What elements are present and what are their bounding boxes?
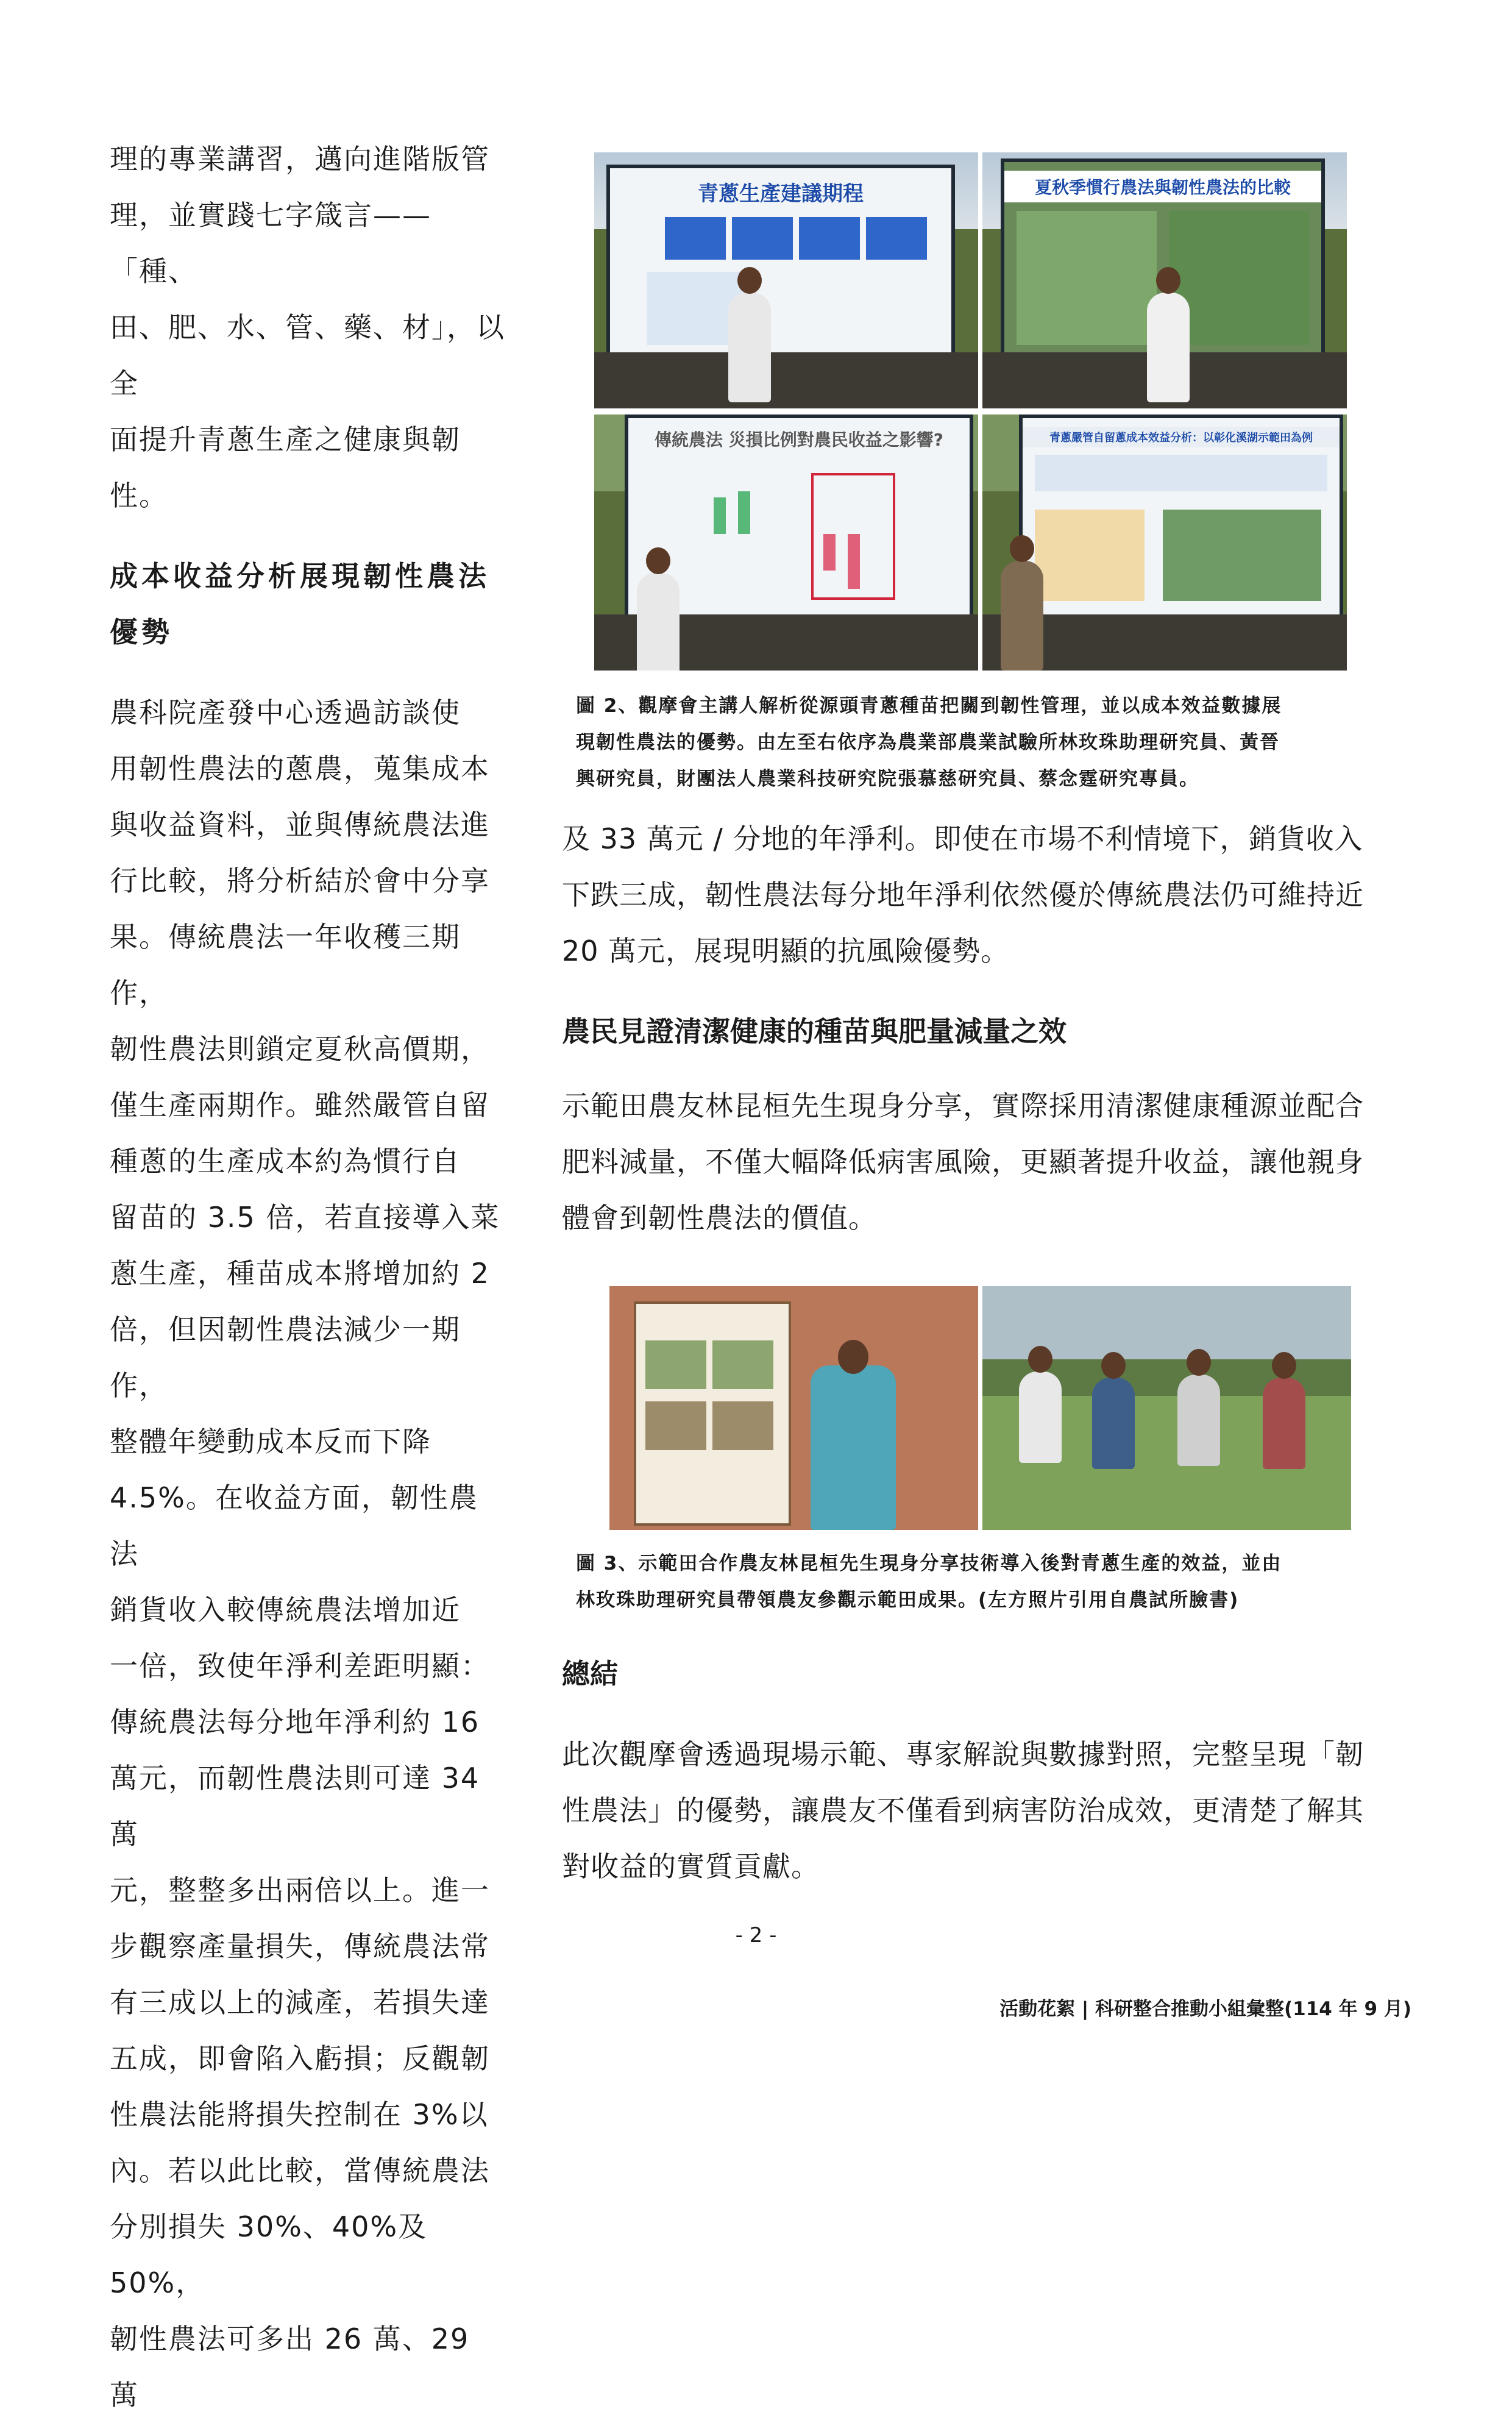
speaker-figure [637,573,680,671]
figure3-photo-left [609,1286,978,1530]
head [1272,1352,1296,1379]
text-line: 行比較，將分析結於會中分享 [110,864,490,897]
text-line: 田、肥、水、管、藥、材」，以全 [110,311,505,400]
field-photo [1169,211,1309,345]
stats-row [1035,455,1327,491]
head [737,267,762,294]
text-line: 此次觀摩會透過現場示範、專家解說與數據對照，完整呈現「韌 [562,1738,1364,1771]
screen-title: 傳統農法 災損比例對農民收益之影響? [655,430,943,450]
text-line: 理，並實踐七字箴言——「種、 [110,199,431,288]
presentation-screen [1019,415,1343,629]
text-line: 倍，但因韌性農法減少一期作， [110,1313,461,1402]
text-line: 韌性農法可多出 26 萬、29 萬 [110,2322,470,2411]
text-line: 肥料減量，不僅大幅降低病害風險，更顯著提升收益，讓他親身 [562,1145,1364,1178]
head [838,1340,868,1374]
figure2-photo-bottom-left [594,415,978,671]
head [1156,267,1180,294]
head [1010,535,1034,562]
poster-image [645,1340,706,1389]
footer-text: 活動花絮 | 科研整合推動小組彙整(114 年 9 月) [999,1998,1411,2020]
farmer-testimony-paragraph [562,1078,1409,1246]
caption-line: 現韌性農法的優勢。由左至右依序為農業部農業試驗所林玫珠助理研究員、黃晉 [576,731,1280,753]
screen-title: 青蔥嚴管自留蔥成本效益分析：以彰化溪湖示範田為例 [1023,427,1340,447]
poster-image [712,1340,773,1389]
head [1028,1346,1052,1373]
head [1101,1352,1126,1379]
section-heading-cost-benefit [110,548,506,660]
screen-title: 青蔥生產建議期程 [698,182,864,206]
speaker-figure [1147,293,1190,402]
text-line: 下跌三成，韌性農法每分地年淨利依然優於傳統農法仍可維持近 [562,878,1364,911]
poster-image [645,1401,706,1450]
continuation-paragraph [562,811,1409,979]
chart-bar [714,497,726,534]
presentation-screen [606,165,955,367]
visitor-figure [1177,1375,1220,1466]
figure3-caption [576,1545,1386,1618]
head [1187,1349,1211,1376]
text-line: 僅生產兩期作。雖然嚴管自留 [110,1089,490,1122]
text-line: 性農法能將損失控制在 3%以 [110,2098,489,2131]
cost-benefit-paragraph [110,685,506,2423]
text-line: 農科院產發中心透過訪談使 [110,696,461,729]
text-line: 傳統農法每分地年淨利約 16 [110,1706,480,1738]
text-line: 性農法」的優勢，讓農友不僅看到病害防治成效，更清楚了解其 [562,1794,1364,1827]
text-line: 4.5%。在收益方面，韌性農法 [110,1481,478,1570]
text-line: 示範田農友林昆桓先生現身分享，實際採用清潔健康種源並配合 [562,1089,1364,1122]
text-line: 一倍，致使年淨利差距明顯： [110,1649,490,1682]
head [646,547,670,574]
text-line: 與收益資料，並與傳統農法進 [110,808,490,841]
timeline-box [799,217,860,260]
text-line: 步觀察產量損失，傳統農法常 [110,1930,490,1963]
text-line: 銷貨收入較傳統農法增加近 [110,1593,461,1626]
text-line: 韌性農法則鎖定夏秋高價期， [110,1033,490,1066]
visitor-figure [1019,1372,1062,1463]
screen-title: 夏秋季慣行農法與韌性農法的比較 [1004,171,1321,202]
figure2-photo-top-left [594,152,978,408]
text-line: 用韌性農法的蔥農，蒐集成本 [110,752,490,785]
research-poster [634,1301,791,1526]
caption-line: 圖 2、觀摩會主講人解析從源頭青蔥種苗把關到韌性管理，並以成本效益數據展 [576,695,1282,717]
timeline-box [665,217,726,260]
visitor-figure [1263,1378,1305,1469]
figure2-photo-top-right [982,152,1347,408]
poster-image [712,1401,773,1450]
caption-line: 林玫珠助理研究員帶領農友參觀示範田成果。(左方照片引用自農試所臉書) [576,1589,1240,1611]
text-line: 體會到韌性農法的價值。 [562,1201,877,1234]
right-column [562,811,1409,1246]
text-line: 留苗的 3.5 倍，若直接導入菜 [110,1201,500,1234]
text-line: 對收益的實質貢獻。 [562,1850,820,1883]
text-line: 內。若以此比較，當傳統農法 [110,2154,490,2187]
text-line: 理的專業講習，邁向進階版管 [110,143,490,176]
left-column [110,131,506,2423]
diagram-thumbnail [1035,510,1145,601]
field-photo [1163,510,1321,601]
speaker-figure [728,293,771,402]
chart-bar [738,491,750,534]
text-line: 及 33 萬元 / 分地的年淨利。即使在市場不利情境下，銷貨收入 [562,822,1363,855]
figure2-photo-bottom-right [982,415,1347,671]
section-heading-farmer-testimony: 農民見證清潔健康的種苗與肥量減量之效 [562,1015,1067,1048]
text-line: 有三成以上的減產，若損失達 [110,1986,490,2019]
conclusion-section [562,1646,1409,1895]
text-line: 整體年變動成本反而下降 [110,1425,431,1458]
speaker-figure [1001,561,1043,671]
text-line: 五成，即會陷入虧損；反觀韌 [110,2042,490,2075]
caption-line: 興研究員，財團法人農業科技研究院張慕慈研究員、蔡念霆研究專員。 [576,768,1199,790]
farmer-speaker-figure [811,1365,896,1530]
timeline-box [732,217,793,260]
text-line: 萬元，而韌性農法則可達 34 萬 [110,1762,480,1851]
field-photo [1017,211,1157,345]
figure3-photo-right [982,1286,1351,1530]
text-line: 果。傳統農法一年收穫三期作， [110,920,461,1009]
text-line: 分別損失 30%、40%及 50%， [110,2210,428,2299]
page-number: - 2 - [735,1923,777,1948]
heading-line: 優勢 [110,616,173,649]
timeline-box [866,217,927,260]
text-line: 種蔥的生產成本約為慣行自 [110,1145,461,1178]
text-line: 蔥生產，種苗成本將增加約 2 [110,1257,490,1290]
highlight-box [811,473,895,600]
text-line: 面提升青蔥生產之健康與韌性。 [110,423,461,512]
figure2-caption [576,688,1386,797]
visitor-figure [1092,1378,1135,1469]
stage-floor [594,352,978,408]
intro-paragraph [110,131,506,524]
section-heading-conclusion: 總結 [562,1657,618,1690]
caption-line: 圖 3、示範田合作農友林昆桓先生現身分享技術導入後對青蔥生產的效益，並由 [576,1553,1282,1574]
heading-line: 成本收益分析展現韌性農法 [110,560,490,592]
text-line: 元，整整多出兩倍以上。進一 [110,1874,490,1907]
text-line: 20 萬元，展現明顯的抗風險優勢。 [562,934,1010,967]
